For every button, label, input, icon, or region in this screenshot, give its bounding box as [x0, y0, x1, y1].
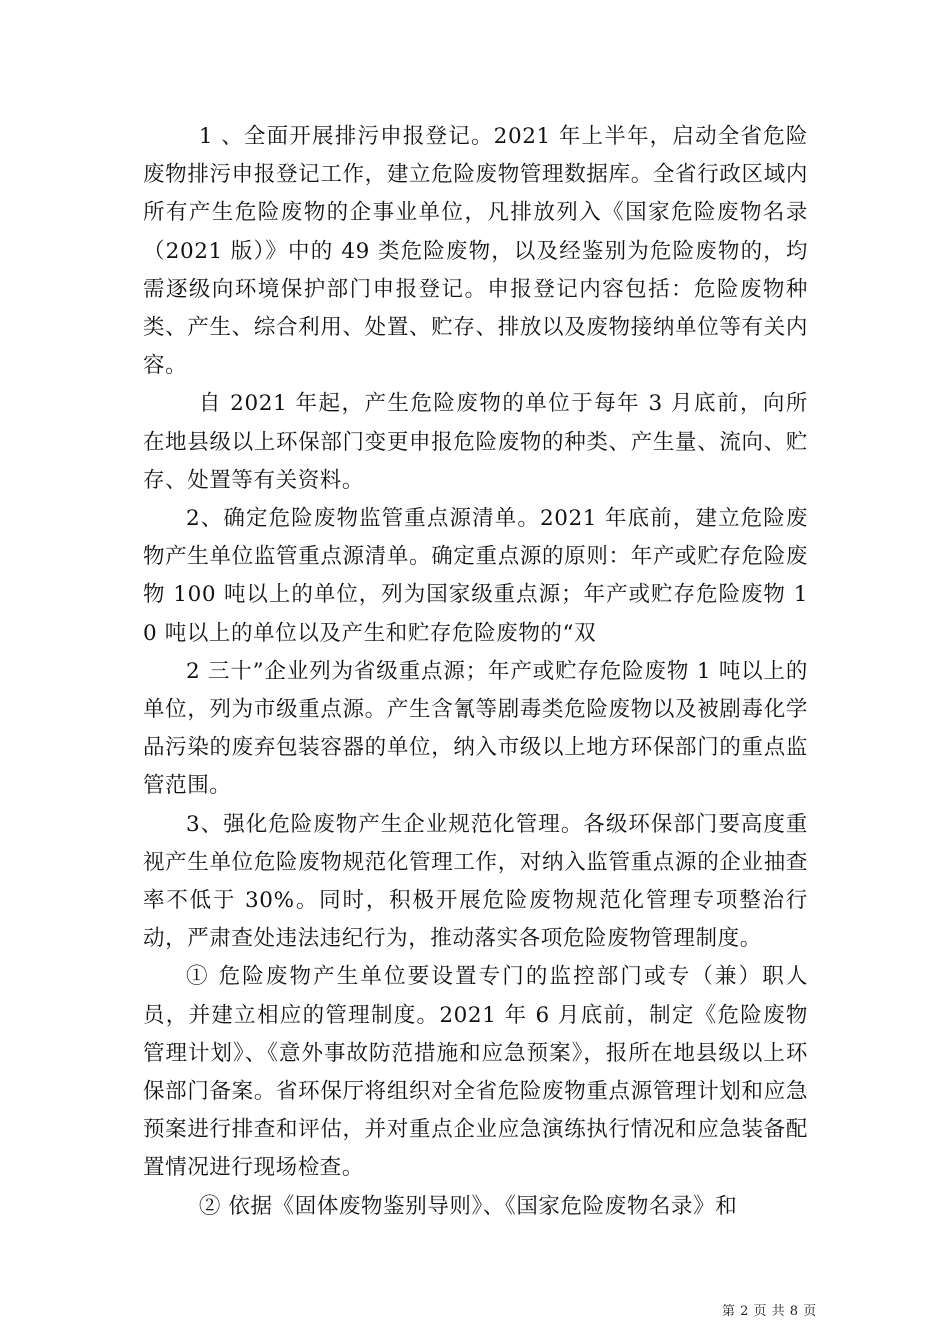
- paragraph-1: 1 、全面开展排污申报登记。2021 年上半年，启动全省危险废物排污申报登记工作，建立危险废物管理数据库。全省行政区域内所有产生危险废物的企事业单位，凡排放列入《国家危险废物名录（2021 版）》中的 49 类危险废物，以及经鉴别为危险废物的，均需逐级向环境保护部门申报登记。申报登记内容包括：危险废物种类、产生、综合利用、处置、贮存、排放以及废物接纳单位等有关内容。: [143, 124, 808, 379]
- paragraph-5: 3、强化危险废物产生企业规范化管理。各级环保部门要高度重视产生单位危险废物规范化管理工作，对纳入监管重点源的企业抽查率不低于 30%。同时，积极开展危险废物规范化管理专项整治行动，严肃查处违法违纪行为，推动落实各项危险废物管理制度。: [143, 811, 808, 952]
- paragraph-6: ① 危险废物产生单位要设置专门的监控部门或专（兼）职人员，并建立相应的管理制度。2021 年 6 月底前，制定《危险废物管理计划》、《意外事故防范措施和应急预案》，报所在地县级以上环保部门备案。省环保厅将组织对全省危险废物重点源管理计划和应急预案进行排查和评估，并对重点企业应急演练执行情况和应急装备配置情况进行现场检查。: [143, 964, 808, 1181]
- paragraph-7: ② 依据《固体废物鉴别导则》、《国家危险废物名录》和: [198, 1193, 738, 1219]
- page-number-footer: 第 2 页 共 8 页: [722, 1304, 817, 1319]
- paragraph-2: 自 2021 年起，产生危险废物的单位于每年 3 月底前，向所在地县级以上环保部门变更申报危险废物的种类、产生量、流向、贮存、处置等有关资料。: [143, 391, 808, 493]
- paragraph-4: 2 三十”企业列为省级重点源；年产或贮存危险废物 1 吨以上的单位，列为市级重点源。产生含氰等剧毒类危险废物以及被剧毒化学品污染的废弃包装容器的单位，纳入市级以上地方环保部门的重点监管范围。: [143, 658, 808, 799]
- document-body: [143, 118, 808, 1226]
- paragraph-3: 2、确定危险废物监管重点源清单。2021 年底前，建立危险废物产生单位监管重点源清单。确定重点源的原则：年产或贮存危险废物 100 吨以上的单位，列为国家级重点源；年产或贮存危险废物 10 吨以上的单位以及产生和贮存危险废物的“双: [143, 506, 808, 646]
